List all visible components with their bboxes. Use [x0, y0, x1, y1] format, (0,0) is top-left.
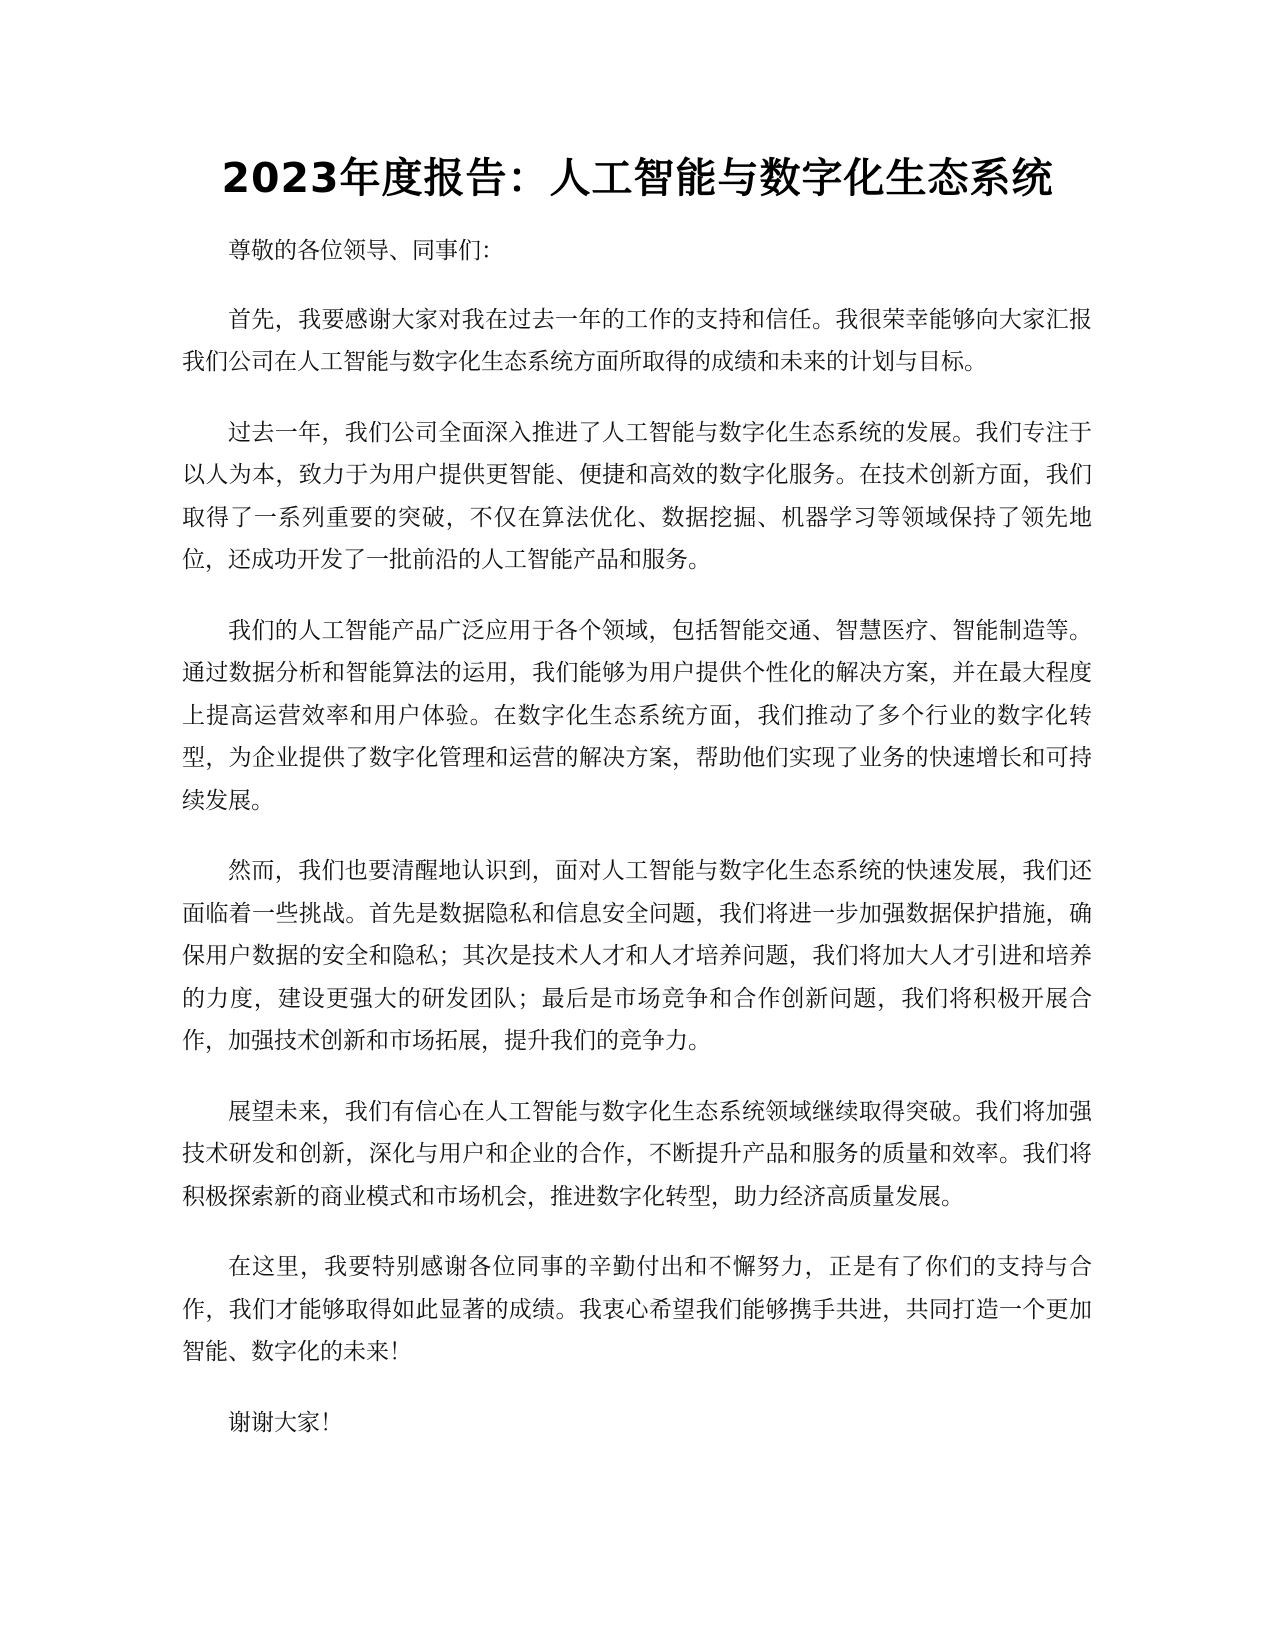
document-body — [182, 230, 1092, 1472]
body-paragraph-6: 在这里，我要特别感谢各位同事的辛勤付出和不懈努力，正是有了你们的支持与合作，我们才能够取得如此显著的成绩。我衷心希望我们能够携手共进，共同打造一个更加智能、数字化的未来！ — [182, 1254, 1092, 1365]
document-title: 2023年度报告：人工智能与数字化生态系统 — [221, 154, 1054, 202]
body-paragraph-1: 首先，我要感谢大家对我在过去一年的工作的支持和信任。我很荣幸能够向大家汇报我们公司在人工智能与数字化生态系统方面所取得的成绩和未来的计划与目标。 — [182, 306, 1092, 375]
closing-paragraph: 谢谢大家！ — [228, 1409, 343, 1436]
body-paragraph-2: 过去一年，我们公司全面深入推进了人工智能与数字化生态系统的发展。我们专注于以人为本，致力于为用户提供更智能、便捷和高效的数字化服务。在技术创新方面，我们取得了一系列重要的突破，不仅在算法优化、数据挖掘、机器学习等领域保持了领先地位，还成功开发了一批前沿的人工智能产品和服务。 — [182, 419, 1092, 573]
greeting-paragraph: 尊敬的各位领导、同事们： — [228, 238, 504, 264]
body-paragraph-5: 展望未来，我们有信心在人工智能与数字化生态系统领域继续取得突破。我们将加强技术研发和创新，深化与用户和企业的合作，不断提升产品和服务的质量和效率。我们将积极探索新的商业模式和市场机会，推进数字化转型，助力经济高质量发展。 — [182, 1098, 1092, 1210]
body-paragraph-4: 然而，我们也要清醒地认识到，面对人工智能与数字化生态系统的快速发展，我们还面临着一些挑战。首先是数据隐私和信息安全问题，我们将进一步加强数据保护措施，确保用户数据的安全和隐私；其次是技术人才和人才培养问题，我们将加大人才引进和培养的力度，建设更强大的研发团队；最后是市场竞争和合作创新问题，我们将积极开展合作，加强技术创新和市场拓展，提升我们的竞争力。 — [182, 858, 1092, 1054]
body-paragraph-3: 我们的人工智能产品广泛应用于各个领域，包括智能交通、智慧医疗、智能制造等。通过数据分析和智能算法的运用，我们能够为用户提供个性化的解决方案，并在最大程度上提高运营效率和用户体验。在数字化生态系统方面，我们推动了多个行业的数字化转型，为企业提供了数字化管理和运营的解决方案，帮助他们实现了业务的快速增长和可持续发展。 — [182, 617, 1092, 814]
